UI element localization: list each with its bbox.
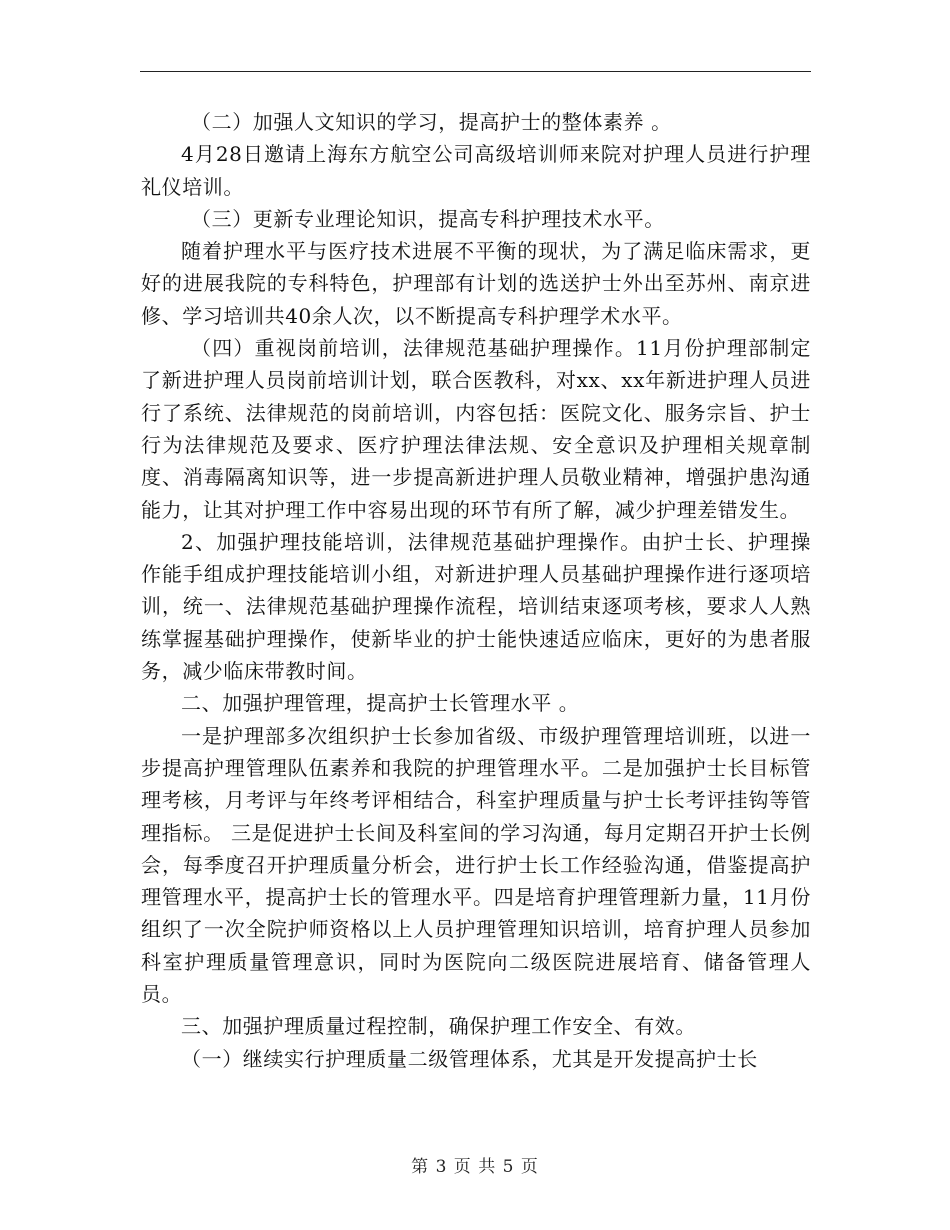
page-number: 第 3 页 共 5 页 [411,1157,539,1177]
paragraph-10: （一）继续实行护理质量二级管理体系，尤其是开发提高护士长 [181,1046,758,1071]
paragraph-3: （三）更新专业理论知识，提高专科护理技术水平。 [191,206,665,231]
paragraph-1: （二）加强人文知识的学习，提高护士的整体素养 。 [191,110,672,134]
paragraph-4: 随着护理水平与医疗技术进展不平衡的现状，为了满足临床需求，更好的进展我院的专科特色，护理部有计划的选送护士外出至苏州、南京进修、学习培训共40余人次，以不断提高专科护理学术水平。 [141,239,811,328]
paragraph-2: 4月28日邀请上海东方航空公司高级培训师来院对护理人员进行护理礼仪培训。 [141,142,811,199]
document-body [141,106,811,1075]
header-rule [140,71,811,72]
paragraph-6: 2、加强护理技能培训，法律规范基础护理操作。由护士长、护理操作能手组成护理技能培训小组，对新进护理人员基础护理操作进行逐项培训，统一、法律规范基础护理操作流程，培训结束逐项考核，要求人人熟练掌握基础护理操作，使新毕业的护士能快速适应临床，更好的为患者服务，减少临床带教时间。 [141,529,811,684]
paragraph-9: 三、加强护理质量过程控制，确保护理工作安全、有效。 [181,1014,696,1039]
paragraph-5: （四）重视岗前培训，法律规范基础护理操作。11月份护理部制定了新进护理人员岗前培训计划，联合医教科，对xx、xx年新进护理人员进行了系统、法律规范的岗前培训，内容包括：医院文化、服务宗旨、护士行为法律规范及要求、医疗护理法律法规、安全意识及护理相关规章制度、消毒隔离知识等，进一步提高新进护理人员敬业精神，增强护患沟通能力，让其对护理工作中容易出现的环节有所了解，减少护理差错发生。 [141,336,811,522]
paragraph-7: 二、加强护理管理，提高护士长管理水平 。 [181,691,580,716]
paragraph-8: 一是护理部多次组织护士长参加省级、市级护理管理培训班，以进一步提高护理管理队伍素养和我院的护理管理水平。二是加强护士长目标管理考核，月考评与年终考评相结合，科室护理质量与护士长考评挂钩等管理指标。 三是促进护士长间及科室间的学习沟通，每月定期召开护士长例会，每季度召开护理质量分析会，进行护士长工作经验沟通，借鉴提高护理管理水平，提高护士长的管理水平。四是培育护理管理新力量，11月份组织了一次全院护师资格以上人员护理管理知识培训，培育护理人员参加科室护理质量管理意识，同时为医院向二级医院进展培育、储备管理人员。 [141,723,811,1007]
